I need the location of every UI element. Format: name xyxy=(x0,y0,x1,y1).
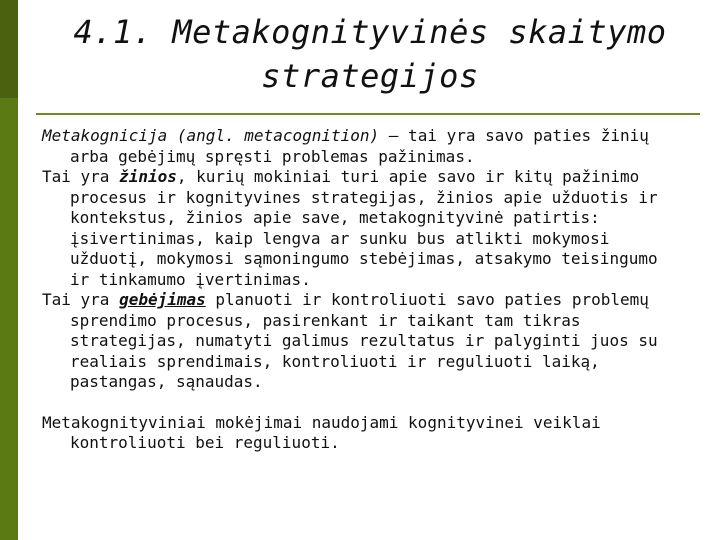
ability-text: planuoti ir kontroliuoti savo paties problemų sprendimo procesus, pasirenkant ir taikant tam tikras strategijas, numatyti galimus rezultatus ir palyginti juos su realiais sprendimais, kontroliuoti ir reguliuoti laiką, pastangas, sąnaudas. xyxy=(70,290,658,391)
paragraph-ability xyxy=(42,290,682,393)
definition-text: – tai yra savo paties žinių arba gebėjimų spręsti problemas pažinimas. xyxy=(70,126,649,166)
term-knowledge: žinios xyxy=(119,167,177,186)
term-metacognition: Metakognicija (angl. metacognition) xyxy=(42,126,380,145)
ability-lead: Tai yra xyxy=(42,290,120,309)
paragraph-definition xyxy=(42,126,682,167)
title-divider xyxy=(36,113,700,115)
term-ability: gebėjimas xyxy=(119,290,206,309)
paragraph-skills: Metakognityviniai mokėjimai naudojami kognityvinei veiklai kontroliuoti bei reguliuoti. xyxy=(42,412,601,452)
knowledge-text: , kurių mokiniai turi apie savo ir kitų pažinimo procesus ir kognityvines strategijas, žinios apie užduotis ir kontekstus, žinios apie save, metakognityvinė patirtis: įsivertinimas, kaip lengva ar sunku bus atlikti mokymosi užduotį, mokymosi sąmoningumo stebėjimas, atsakymo teisingumo ir tinkamumo įvertinimas. xyxy=(70,167,658,289)
knowledge-lead: Tai yra xyxy=(42,167,120,186)
slide-body xyxy=(42,126,682,454)
slide-title-line-1: 4.1. Metakognityvinės skaitymo xyxy=(73,13,667,51)
paragraph-knowledge xyxy=(42,167,682,290)
slide-title xyxy=(30,10,710,98)
left-accent-bar-top xyxy=(0,0,18,98)
slide-title-line-2: strategijos xyxy=(261,57,479,95)
